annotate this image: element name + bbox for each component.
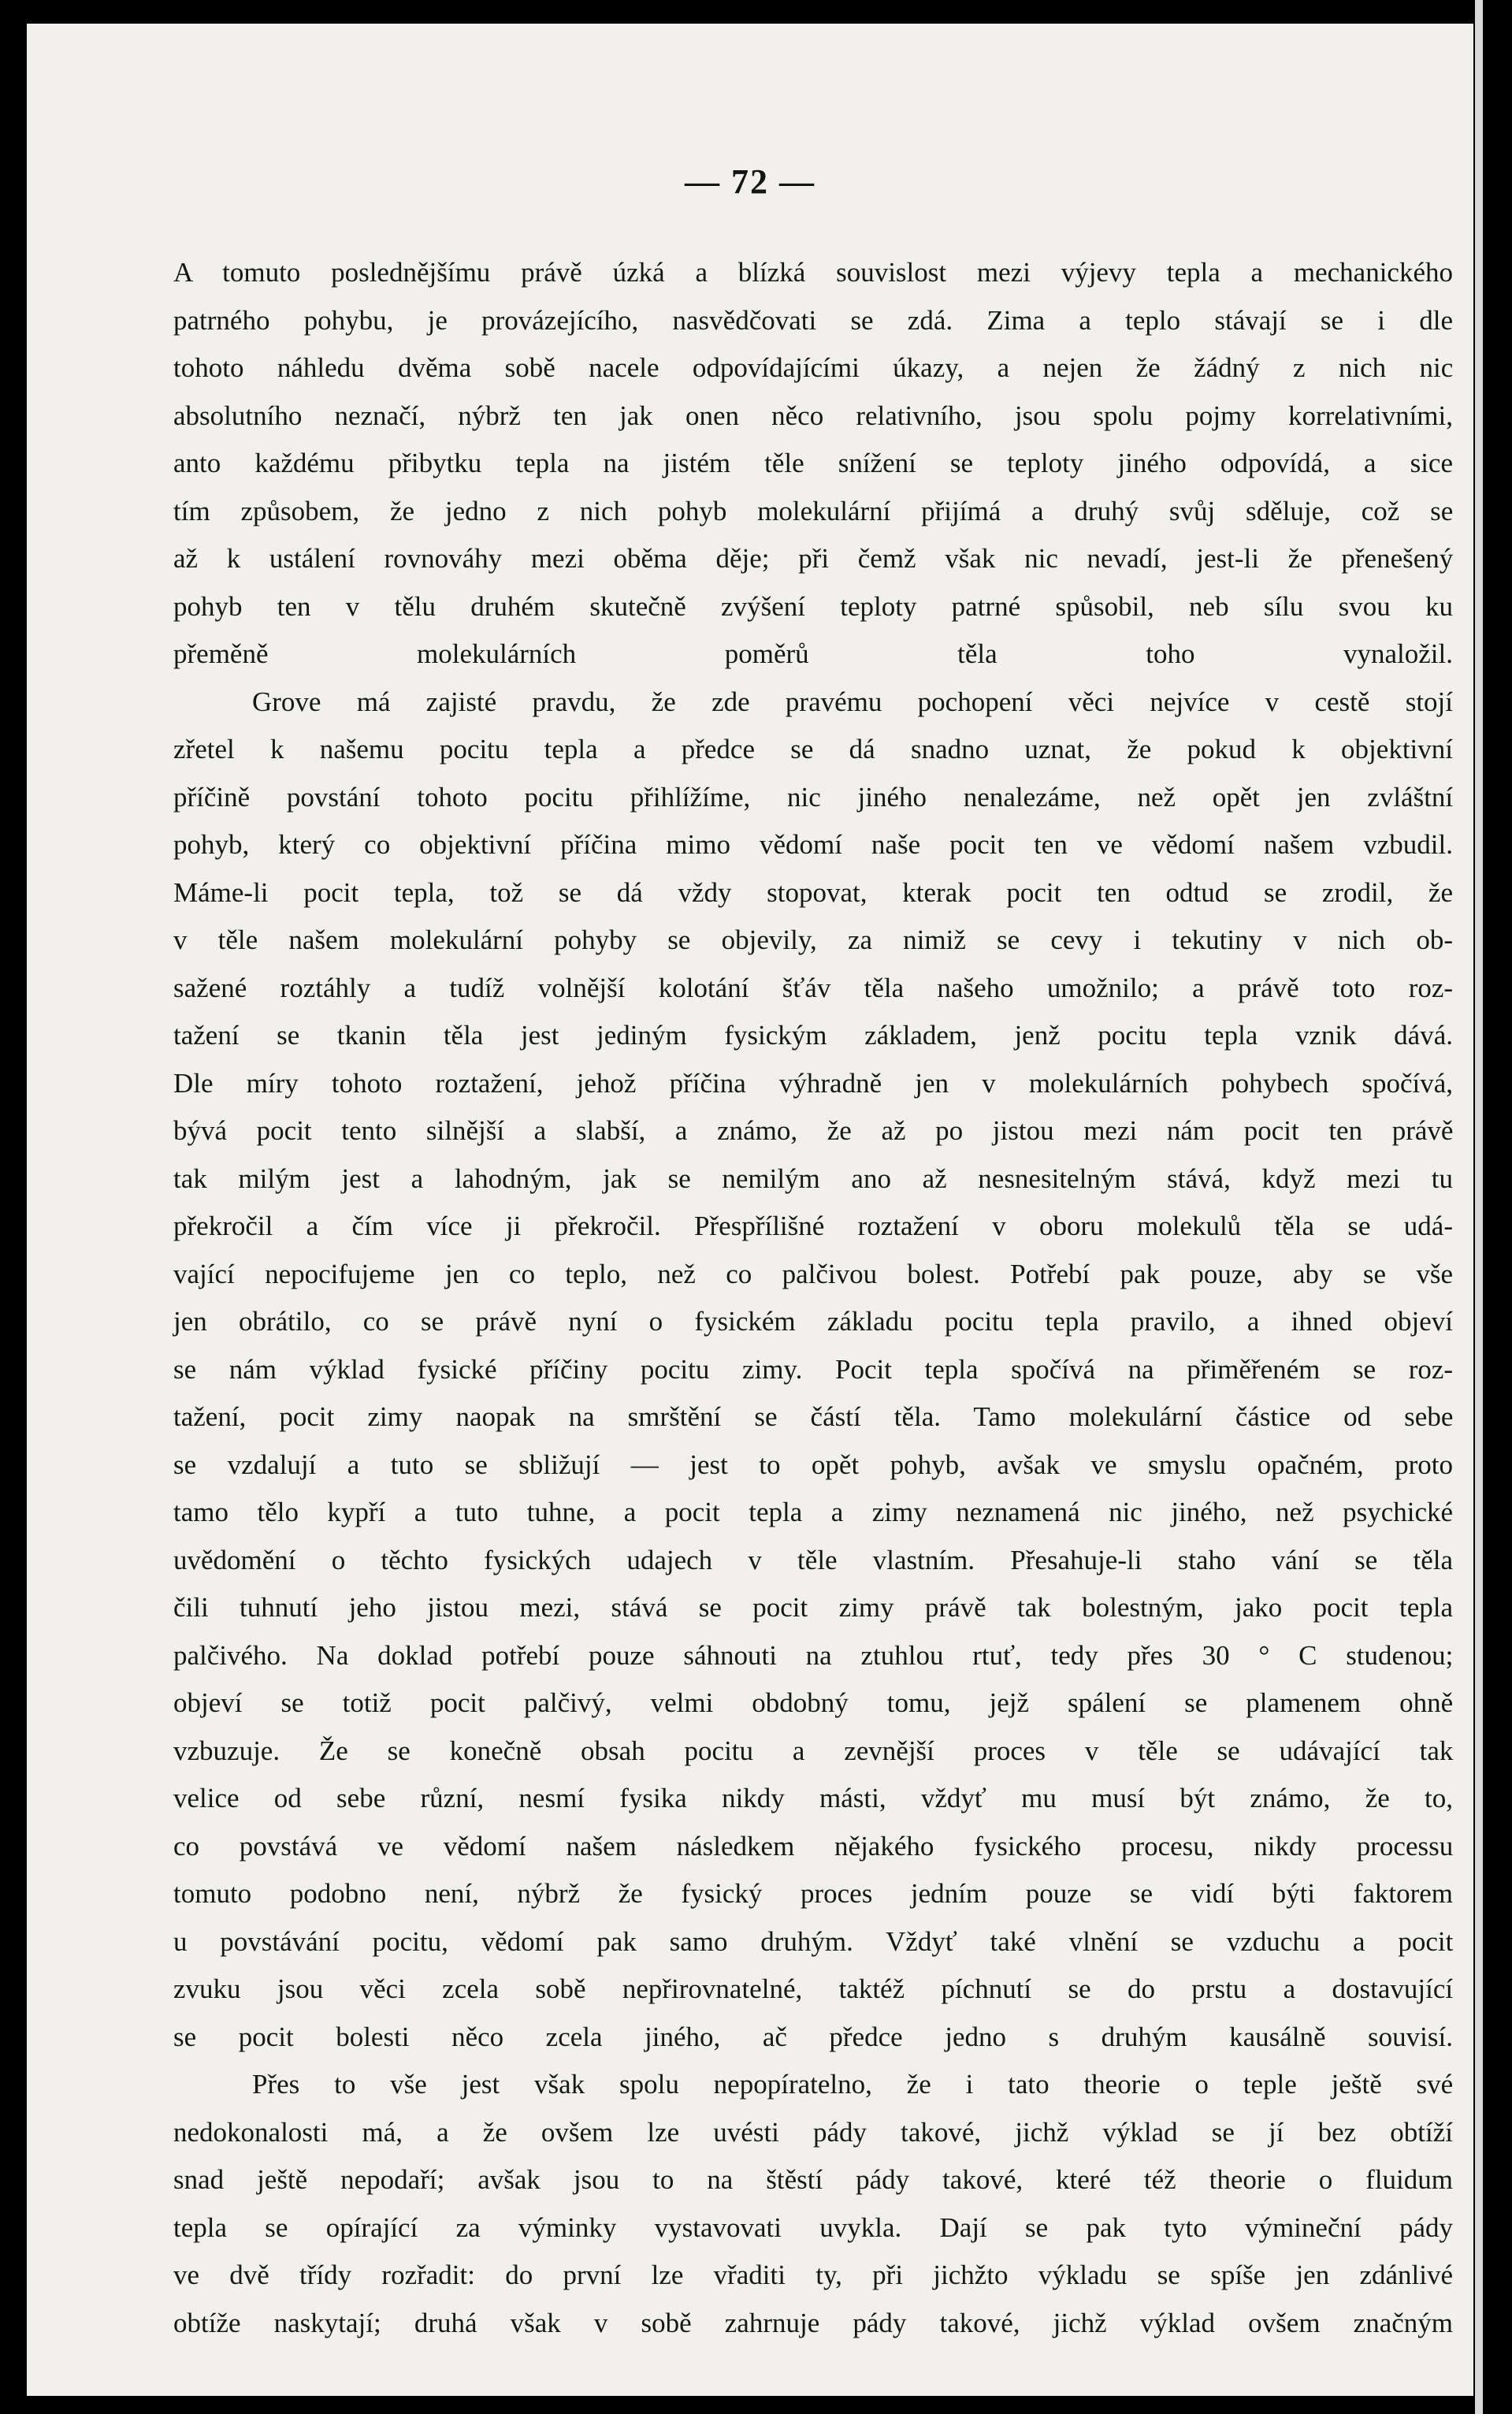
text-line: zvuku jsou věci zcela sobě nepřirovnatelné, taktéž píchnutí se do prstu a dostavující (173, 1973, 1454, 2004)
text-line: tepla se opírající za výminky vystavovati uvykla. Dají se pak tyto výmineční pády (173, 2211, 1453, 2243)
text-line: se vzdalují a tuto se sbližují — jest to opět pohyb, avšak ve smyslu opačném, proto (173, 1449, 1453, 1480)
paragraph-1 (173, 249, 1453, 679)
text-line: tažení, pocit zimy naopak na smrštění se částí těla. Tamo molekulární částice od sebe (173, 1401, 1454, 1432)
text-line: sažené roztáhly a tudíž volnější kolotání šťáv těla našeho umožnilo; a právě toto roz- (173, 972, 1454, 1003)
text-line: vající nepocifujeme jen co teplo, než co palčivou bolest. Potřebí pak pouze, aby se vše (173, 1258, 1454, 1289)
text-line: tak milým jest a lahodným, jak se nemilým ano až nesnesitelným stává, když mezi tu (173, 1162, 1453, 1194)
text-line: se nám výklad fysické příčiny pocitu zimy. Pocit tepla spočívá na přiměřeném se roz- (173, 1353, 1454, 1385)
text-line: nedokonalosti má, a že ovšem lze uvésti pády takové, jichž výklad se jí bez obtíží (173, 2116, 1453, 2148)
text-line: tažení se tkanin těla jest jediným fysickým základem, jenž pocitu tepla vznik dává. (173, 1020, 1453, 1051)
text-line: obtíže naskytají; druhá však v sobě zahrnuje pády takové, jichž výklad ovšem značným (173, 2307, 1453, 2338)
text-line: palčivého. Na doklad potřebí pouze sáhnouti na ztuhlou rtuť, tedy přes 30 ° C studenou; (173, 1639, 1454, 1671)
text-line: Grove má zajisté pravdu, že zde pravému pochopení věci nejvíce v cestě stojí (252, 686, 1453, 717)
text-line: v těle našem molekulární pohyby se objevily, za nimiž se cevy i tekutiny v nich ob- (173, 924, 1453, 955)
text-line: pohyb, který co objektivní příčina mimo vědomí naše pocit ten ve vědomí našem vzbudil. (173, 829, 1453, 860)
text-line: tím způsobem, že jedno z nich pohyb molekulární přijímá a druhý svůj sděluje, což se (173, 495, 1454, 526)
text-line: patrného pohybu, je provázejícího, nasvědčovati se zdá. Zima a teplo stávají se i dle (173, 304, 1453, 336)
text-line: Přes to vše jest však spolu nepopíratelno, že i tato theorie o teple ještě své (252, 2069, 1454, 2100)
text-line: anto každému přibytku tepla na jistém těle snížení se teploty jiného odpovídá, a sice (173, 448, 1454, 478)
paragraph-3 (173, 2061, 1453, 2347)
text-line: snad ještě nepodaří; avšak jsou to na štěstí pády takové, které též theorie o fluidum (173, 2164, 1453, 2195)
text-line: se pocit bolesti něco zcela jiného, ač předce jedno s druhým kausálně souvisí. (173, 2021, 1453, 2052)
text-line: Máme-li pocit tepla, tož se dá vždy stopovat, kterak pocit ten odtud se zrodil, že (173, 876, 1453, 908)
text-line: uvědomění o těchto fysických udajech v těle vlastním. Přesahuje-li staho vání se těla (173, 1544, 1453, 1575)
text-line: pohyb ten v tělu druhém skutečně zvýšení teploty patrné spůsobil, neb sílu svou ku (173, 590, 1453, 622)
text-line: zřetel k našemu pocitu tepla a předce se dá snadno uznat, že pokud k objektivní (173, 734, 1453, 764)
page-edge (1475, 0, 1483, 2414)
text-line: až k ustálení rovnováhy mezi oběma děje; při čemž však nic nevadí, jest-li že přenešený (173, 543, 1454, 574)
text-line: překročil a čím více ji překročil. Přespřílišné roztažení v oboru molekulů těla se udá- (173, 1211, 1453, 1241)
text-line: bývá pocit tento silnější a slabší, a známo, že až po jistou mezi nám pocit ten právě (173, 1115, 1454, 1146)
text-line: co povstává ve vědomí našem následkem nějakého fysického procesu, nikdy processu (173, 1830, 1454, 1862)
text-line: přeměně molekulárních poměrů těla toho vynaložil. (173, 638, 1453, 669)
text-line: čili tuhnutí jeho jistou mezi, stává se pocit zimy právě tak bolestným, jako pocit tepla (173, 1592, 1453, 1623)
text-line: A tomuto poslednějšímu právě úzká a blízká souvislost mezi výjevy tepla a mechanického (173, 257, 1453, 288)
scanned-page (27, 24, 1473, 2396)
text-line: absolutního neznačí, nýbrž ten jak onen něco relativního, jsou spolu pojmy korrelativními, (173, 400, 1453, 431)
text-line: u povstávání pocitu, vědomí pak samo druhým. Vždyť také vlnění se vzduchu a pocit (173, 1925, 1454, 1957)
text-line: Dle míry tohoto roztažení, jehož příčina výhradně jen v molekulárních pohybech spočívá, (173, 1067, 1453, 1099)
text-line: velice od sebe různí, nesmí fysika nikdy másti, vždyť mu musí být známo, že to, (173, 1783, 1453, 1813)
text-line: vzbuzuje. Že se konečně obsah pocitu a zevnější proces v těle se udávající tak (173, 1735, 1454, 1766)
body-text (173, 249, 1453, 2347)
text-line: ve dvě třídy rozřadit: do první lze vřaditi ty, při jichžto výkladu se spíše jen zdánlivé (173, 2260, 1453, 2290)
text-line: jen obrátilo, co se právě nyní o fysickém základu pocitu tepla pravilo, a ihned objeví (173, 1306, 1453, 1337)
text-line: tamo tělo kypří a tuto tuhne, a pocit tepla a zimy neznamená nic jiného, než psychické (173, 1497, 1454, 1527)
text-line: tomuto podobno není, nýbrž že fysický proces jedním pouze se vidí býti faktorem (173, 1878, 1453, 1909)
paragraph-2 (173, 679, 1453, 2062)
text-line: tohoto náhledu dvěma sobě nacele odpovídajícími úkazy, a nejen že žádný z nich nic (173, 352, 1454, 383)
text-line: objeví se totiž pocit palčivý, velmi obdobný tomu, jejž spálení se plamenem ohně (173, 1687, 1454, 1718)
page-number: — 72 — (685, 162, 815, 201)
text-line: příčině povstání tohoto pocitu přihlížíme, nic jiného nenalezáme, než opět jen zvláštní (173, 781, 1454, 813)
